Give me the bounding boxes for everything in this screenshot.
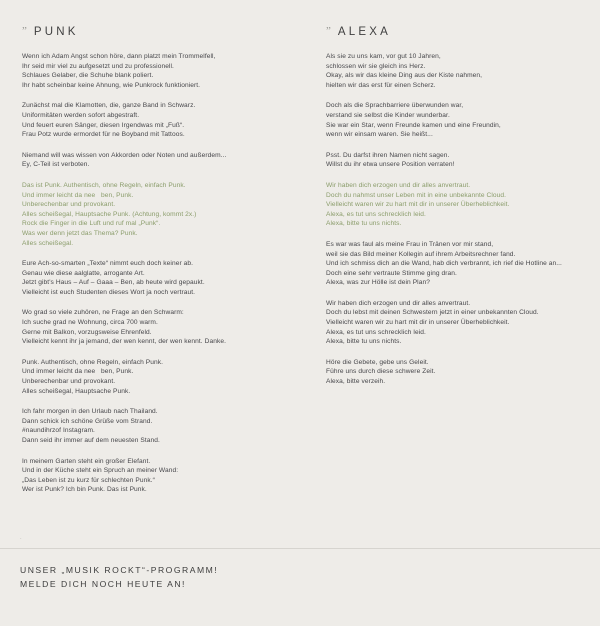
lyric-line: Okay, als wir das kleine Ding aus der Kiste nahmen, <box>326 72 483 80</box>
lyric-line: schlossen wir sie gleich ins Herz. <box>326 62 426 70</box>
stanza <box>22 457 290 495</box>
lyric-line: verstand sie selbst die Kinder wunderbar. <box>326 111 450 119</box>
song-header-punk <box>18 26 290 38</box>
lyric-line: Alles scheißegal, Hauptsache Punk. (Achtung, kommt 2x.) <box>22 210 197 218</box>
lyric-line: Dann seid ihr immer auf dem neuesten Stand. <box>22 437 160 444</box>
lyric-line: Vielleicht kennt ihr ja jemand, der wen kennt, der wen kennt. Danke. <box>22 338 226 346</box>
lyric-line: Alles scheißegal, Hauptsache Punk. <box>22 387 131 395</box>
lyric-line: Schlaues Gelaber, die Schuhe blank poliert. <box>22 72 154 80</box>
lyric-line: Wo grad so viele zuhören, ne Frage an den Schwarm: <box>22 309 184 317</box>
lyric-line: Sie war ein Star, wenn Freunde kamen und eine Freundin, <box>326 121 501 129</box>
registration-mark: · <box>20 536 22 542</box>
lyric-line: Gerne mit Balkon, vorzugsweise Ehrenfeld. <box>22 328 152 336</box>
stanza <box>22 259 290 297</box>
lyric-line: Wer ist Punk? Ich bin Punk. Das ist Punk. <box>22 486 147 494</box>
lyrics-body-alexa <box>322 52 582 387</box>
lyric-line: Wir haben dich erzogen und dir alles anvertraut. <box>326 181 471 189</box>
lyric-line: Und feuert euren Sänger, diesen Irgendwas mit „Fuß“. <box>22 121 185 129</box>
promo-footer <box>0 548 600 626</box>
stanza-chorus <box>326 181 582 229</box>
lyric-line: Doch du lebst mit deinen Schwestern jetzt in einer unbekannten Cloud. <box>326 309 539 317</box>
lyric-line: #naundihrzof Instagram. <box>22 427 95 435</box>
lyric-line: Ihr seid mir viel zu aufgesetzt und zu professionell. <box>22 62 174 70</box>
lyric-line: Doch als die Sprachbarriere überwunden war, <box>326 102 464 110</box>
stanza <box>326 358 582 387</box>
lyric-line: Und in der Küche steht ein Spruch an meiner Wand: <box>22 467 179 475</box>
lyric-line: Wenn ich Adam Angst schon höre, dann platzt mein Trommelfell, <box>22 53 216 60</box>
quote-mark-icon: ” <box>22 25 27 37</box>
stanza <box>22 358 290 396</box>
lyric-line: Vielleicht waren wir zu hart mit dir in unserer Überheblichkeit. <box>326 319 510 327</box>
lyric-line: Alles scheißegal. <box>22 239 74 247</box>
lyric-line: Führe uns durch diese schwere Zeit. <box>326 368 436 376</box>
lyric-line: Dann schick ich schöne Grüße vom Strand. <box>22 417 153 425</box>
lyric-line: Ey, C-Teil ist verboten. <box>22 161 90 169</box>
lyric-line: Unberechenbar und provokant. <box>22 201 116 209</box>
lyric-line: Ihr habt scheinbar keine Ahnung, wie Punkrock funktioniert. <box>22 81 201 89</box>
lyric-line: Ich suche grad ne Wohnung, circa 700 warm. <box>22 319 158 327</box>
lyric-line: Frau Potz wurde ermordet für ne Boyband mit Tattoos. <box>22 131 185 139</box>
lyric-line: Was wer denn jetzt das Thema? Punk. <box>22 229 138 237</box>
stanza <box>326 52 582 90</box>
quote-mark-icon: ” <box>326 25 331 37</box>
lyric-line: Zunächst mal die Klamotten, die, ganze Band in Schwarz. <box>22 102 196 110</box>
lyric-line: Und ich schmiss dich an die Wand, hab dich verbrannt, ich rief die Hotline an... <box>326 260 562 268</box>
lyric-line: Höre die Gebete, gebe uns Geleit. <box>326 358 429 366</box>
lyric-line: Und immer leicht da nee ben, Punk. <box>22 191 134 199</box>
stanza-chorus <box>22 181 290 248</box>
lyric-line: Es war was faul als meine Frau in Tränen vor mir stand, <box>326 240 494 248</box>
song-header-alexa <box>322 26 582 38</box>
song-title-alexa: ALEXA <box>337 26 391 38</box>
song-title-punk: PUNK <box>33 26 79 38</box>
lyric-line: Niemand will was wissen von Akkorden oder Noten und außerdem... <box>22 151 227 159</box>
stanza <box>22 52 290 90</box>
lyric-line: Alexa, bitte tu uns nichts. <box>326 338 402 346</box>
lyric-line: Unberechenbar und provokant. <box>22 378 116 386</box>
lyric-line: Psst. Du darfst ihren Namen nicht sagen. <box>326 151 450 159</box>
lyric-line: Wir haben dich erzogen und dir alles anvertraut. <box>326 299 471 307</box>
stanza <box>22 308 290 346</box>
lyric-line: Alexa, bitte tu uns nichts. <box>326 220 402 228</box>
lyric-line: wenn wir einsam waren. Sie heißt... <box>326 131 433 139</box>
lyrics-column-alexa <box>300 26 582 548</box>
lyric-line: Uniformitäten werden sofort abgestraft. <box>22 111 140 119</box>
lyric-line: Doch du nahmst unser Leben mit in eine unbekannte Cloud. <box>326 191 507 199</box>
lyric-line: In meinem Garten steht ein großer Elefant. <box>22 457 151 465</box>
lyric-line: hielten wir das erst für einen Scherz. <box>326 81 436 89</box>
stanza <box>326 151 582 170</box>
lyrics-column-punk <box>18 26 300 548</box>
stanza <box>326 299 582 347</box>
lyric-line: Rock die Finger in die Luft und ruf mal „Punk“. <box>22 220 161 228</box>
lyric-line: Doch eine sehr vertraute Stimme ging dran. <box>326 269 457 277</box>
lyric-line: Ich fahr morgen in den Urlaub nach Thailand. <box>22 408 158 416</box>
lyric-line: „Das Leben ist zu kurz für schlechten Punk.“ <box>22 476 155 484</box>
lyric-line: Willst du ihr etwa unsere Position verraten! <box>326 161 455 169</box>
stanza <box>22 101 290 139</box>
promo-call-to-action: MELDE DICH NOCH HEUTE AN! <box>20 579 186 589</box>
lyric-line: Und immer leicht da nee ben, Punk. <box>22 368 134 376</box>
lyric-line: Das ist Punk. Authentisch, ohne Regeln, einfach Punk. <box>22 181 186 189</box>
stanza <box>326 101 582 139</box>
lyric-line: Vielleicht waren wir zu hart mit dir in unserer Überheblichkeit. <box>326 201 510 209</box>
stanza <box>326 240 582 288</box>
lyric-line: Alexa, es tut uns schrecklich leid. <box>326 328 426 336</box>
lyric-line: Jetzt gibt's Haus – Auf – Gaaa – Ben, ab heute wird gepaukt. <box>22 279 205 287</box>
lyric-line: Eure Ach-so-smarten „Texte“ nimmt euch doch keiner ab. <box>22 260 194 268</box>
stanza <box>22 151 290 170</box>
lyric-line: Alexa, es tut uns schrecklich leid. <box>326 210 426 218</box>
promo-headline: UNSER „MUSIK ROCKT“-PROGRAMM! <box>20 565 219 575</box>
lyric-line: Genau wie diese aalglatte, arrogante Art. <box>22 269 145 277</box>
lyric-line: Alexa, bitte verzeih. <box>326 378 386 386</box>
lyric-line: Als sie zu uns kam, vor gut 10 Jahren, <box>326 53 441 60</box>
lyric-line: Alexa, was zur Hölle ist dein Plan? <box>326 279 430 287</box>
lyric-line: Punk. Authentisch, ohne Regeln, einfach Punk. <box>22 358 164 366</box>
lyric-line: weil sie das Bild meiner Kollegin auf ihrem Arbeitsrechner fand. <box>326 250 516 258</box>
lyric-line: Vielleicht ist euch Studenten dieses Wort ja noch vertraut. <box>22 288 196 296</box>
stanza <box>22 407 290 445</box>
lyrics-body-punk <box>18 52 290 495</box>
